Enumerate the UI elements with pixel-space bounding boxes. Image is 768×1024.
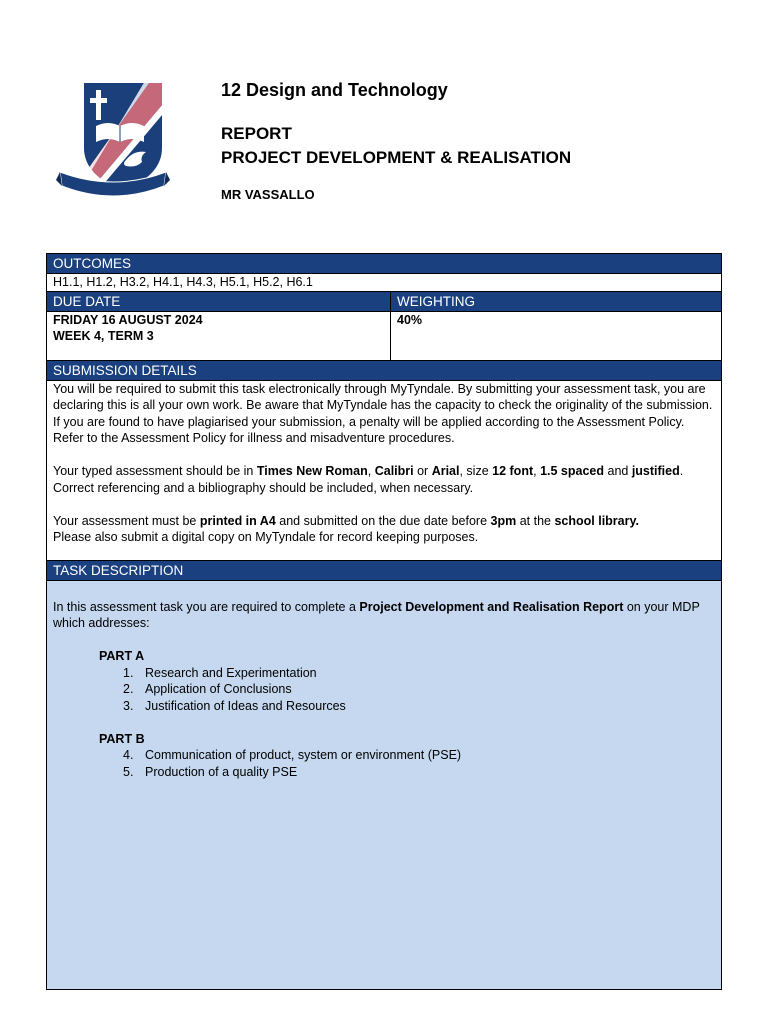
part-b-heading: PART B bbox=[99, 731, 145, 746]
task-intro: In this assessment task you are required to complete a Project Development and Realisation Report on your MDP which addresses: bbox=[53, 599, 700, 630]
due-date-line: FRIDAY 16 AUGUST 2024 bbox=[53, 312, 203, 327]
weighting-value bbox=[391, 311, 722, 360]
list-item: 2. Application of Conclusions bbox=[123, 682, 292, 696]
due-date-heading: DUE DATE bbox=[47, 291, 391, 311]
report-type-title: REPORT bbox=[221, 124, 292, 143]
submission-details bbox=[47, 380, 722, 560]
list-item: 5. Production of a quality PSE bbox=[123, 764, 298, 779]
part-a-heading: PART A bbox=[99, 649, 145, 663]
report-name-title: PROJECT DEVELOPMENT & REALISATION bbox=[221, 148, 572, 167]
teacher-name: MR VASSALLO bbox=[221, 187, 315, 202]
school-crest-logo bbox=[56, 68, 170, 198]
due-week-line: WEEK 4, TERM 3 bbox=[53, 329, 154, 343]
list-item: 3. Justification of Ideas and Resources bbox=[123, 698, 346, 713]
assessment-task-table bbox=[46, 253, 722, 990]
submission-paragraph-3: Your assessment must be printed in A4 and submitted on the due date before 3pm at the school library. Please also submit a digital copy on MyTyndale for record keeping purposes. bbox=[53, 513, 639, 544]
submission-paragraph-1: You will be required to submit this task electronically through MyTyndale. By submitting your assessment task, you are declaring this is all your own work. Be aware that MyTyndale has the capacity to check the originality of the submission. If you are found to have plagiarised your submission, a penalty will be applied according to the Assessment Policy. Refer to the Assessment Policy for illness and misadventure procedures. bbox=[53, 381, 713, 445]
weighting-percent: 40% bbox=[397, 312, 423, 327]
weighting-heading: WEIGHTING bbox=[391, 291, 722, 311]
submission-heading: SUBMISSION DETAILS bbox=[47, 360, 722, 380]
outcomes-value: H1.1, H1.2, H3.2, H4.1, H4.3, H5.1, H5.2, H6.1 bbox=[47, 274, 722, 292]
subject-title: 12 Design and Technology bbox=[221, 80, 448, 100]
list-item: 4. Communication of product, system or environment (PSE) bbox=[123, 748, 462, 762]
task-description-heading: TASK DESCRIPTION bbox=[47, 560, 722, 580]
outcomes-heading: OUTCOMES bbox=[47, 254, 722, 274]
task-description-body bbox=[47, 580, 722, 989]
due-date-value bbox=[47, 311, 391, 360]
submission-paragraph-2: Your typed assessment should be in Times New Roman, Calibri or Arial, size 12 font, 1.5 spaced and justified. Correct referencing and a bibliography should be included, when necessary. bbox=[53, 464, 684, 495]
list-item: 1. Research and Experimentation bbox=[123, 665, 317, 680]
